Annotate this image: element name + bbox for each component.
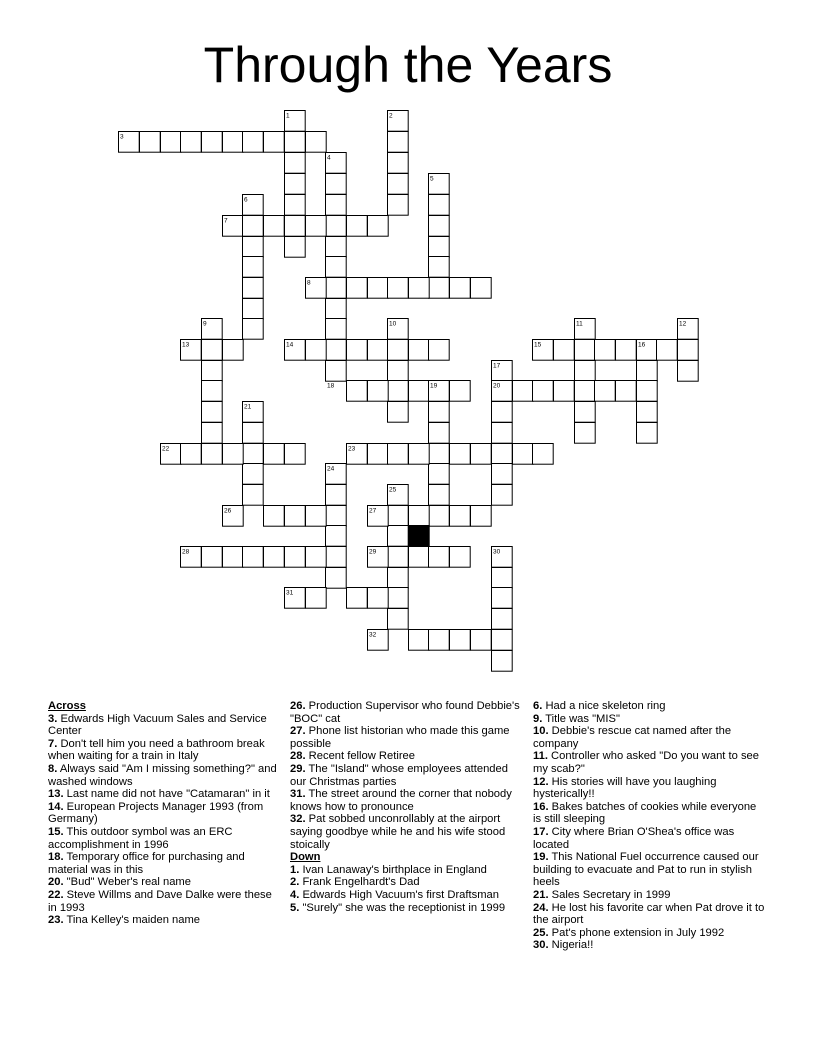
grid-cell[interactable] (429, 278, 450, 299)
cell-number: 5 (430, 175, 434, 183)
clue-text: He lost his favorite car when Pat drove it to the airport (533, 901, 765, 927)
clue-text: Always said "Am I missing something?" and washed windows (48, 762, 277, 788)
clue-text: City where Brian O'Shea's office was located (533, 825, 735, 851)
clue-text: Sales Secretary in 1999 (548, 888, 671, 901)
grid-cell[interactable] (575, 423, 596, 444)
cell-number: 23 (348, 445, 356, 453)
clues-column-1 (48, 700, 280, 927)
cell-number: 32 (369, 631, 377, 639)
clue-item (533, 750, 765, 775)
cell-number: 17 (493, 362, 501, 370)
clue-item (48, 801, 280, 826)
cell-number: 24 (327, 465, 335, 473)
cell-number: 2 (389, 112, 393, 120)
grid-cell[interactable] (223, 340, 244, 361)
clue-number: 9. (533, 712, 543, 725)
grid-cell[interactable] (306, 547, 327, 568)
clue-number: 10. (533, 725, 549, 738)
clue-text: Last name did not have "Catamaran" in it (63, 788, 270, 801)
clue-text: Ivan Lanaway's birthplace in England (299, 863, 487, 876)
grid-cell[interactable] (326, 299, 347, 320)
cell-number: 14 (286, 341, 294, 349)
grid-cell[interactable] (429, 340, 450, 361)
clue-text: "Bud" Weber's real name (63, 876, 191, 889)
cell-number: 11 (576, 320, 583, 328)
grid-cell[interactable] (637, 402, 658, 423)
clue-item (533, 725, 765, 750)
grid-cell[interactable] (575, 361, 596, 382)
grid-cell[interactable] (243, 132, 264, 153)
grid-cell[interactable] (595, 381, 616, 402)
clue-number: 28. (290, 750, 306, 763)
clue-number: 25. (533, 926, 549, 939)
clue-number: 12. (533, 775, 549, 788)
grid-cell[interactable] (388, 588, 409, 609)
clue-text: Tina Kelley's maiden name (63, 914, 201, 927)
grid-cell[interactable] (243, 423, 264, 444)
cell-number: 8 (307, 279, 311, 287)
grid-cell[interactable] (326, 257, 347, 278)
cell-number: 9 (203, 320, 207, 328)
cell-number: 12 (679, 320, 687, 328)
clue-item (533, 713, 765, 726)
grid-cell[interactable] (388, 340, 409, 361)
clue-number: 2. (290, 876, 300, 889)
grid-cell[interactable] (326, 237, 347, 258)
clue-number: 19. (533, 851, 549, 864)
grid-cell[interactable] (678, 361, 699, 382)
grid-cell[interactable] (243, 299, 264, 320)
cell-number: 3 (120, 133, 124, 141)
grid-cell[interactable] (450, 547, 471, 568)
cell-number: 25 (389, 486, 397, 494)
clue-text: European Projects Manager 1993 (from Germany) (48, 800, 264, 826)
clue-number: 16. (533, 800, 549, 813)
grid-cell[interactable] (533, 444, 554, 465)
clue-number: 23. (48, 914, 64, 927)
grid-cell[interactable] (388, 568, 409, 589)
clue-number: 5. (290, 901, 300, 914)
grid-cell[interactable] (429, 402, 450, 423)
grid-cell[interactable] (388, 153, 409, 174)
grid-cell[interactable] (140, 132, 161, 153)
grid-cell[interactable] (285, 547, 306, 568)
clue-item (48, 851, 280, 876)
grid-cell[interactable] (492, 630, 513, 651)
clue-text: The "Island" whose employees attended our Christmas parties (290, 762, 508, 788)
grid-cell[interactable] (306, 216, 327, 237)
clue-item (533, 939, 765, 952)
clue-item (48, 713, 280, 738)
grid-cell[interactable] (409, 630, 430, 651)
grid-cell[interactable] (388, 174, 409, 195)
clue-number: 11. (533, 750, 548, 763)
grid-cell[interactable] (285, 174, 306, 195)
grid-cell[interactable] (223, 547, 244, 568)
grid-cell[interactable] (347, 278, 368, 299)
grid-cell[interactable] (471, 444, 492, 465)
clue-item (48, 876, 280, 889)
grid-cell[interactable] (368, 444, 389, 465)
grid-cell[interactable] (326, 195, 347, 216)
clues-column-2 (290, 700, 522, 914)
grid-cell[interactable] (326, 506, 347, 527)
grid-cell[interactable] (223, 444, 244, 465)
grid-cell[interactable] (368, 381, 389, 402)
clue-number: 31. (290, 788, 306, 801)
clue-item (290, 902, 522, 915)
grid-cell[interactable] (347, 216, 368, 237)
clue-text: Bakes batches of cookies while everyone is still sleeping (533, 800, 757, 826)
grid-cell[interactable] (243, 278, 264, 299)
grid-cell[interactable] (202, 423, 223, 444)
grid-cell[interactable] (264, 216, 285, 237)
grid-cell[interactable] (533, 381, 554, 402)
grid-cell[interactable] (202, 547, 223, 568)
grid-cell[interactable] (243, 464, 264, 485)
clue-text: Frank Engelhardt's Dad (299, 876, 420, 889)
grid-cell[interactable] (492, 464, 513, 485)
clue-item (533, 927, 765, 940)
clue-number: 30. (533, 939, 549, 952)
cell-number: 22 (162, 445, 170, 453)
grid-cell[interactable] (492, 423, 513, 444)
clue-number: 27. (290, 725, 306, 738)
grid-cell[interactable] (388, 195, 409, 216)
grid-cell[interactable] (347, 588, 368, 609)
clue-number: 4. (290, 888, 300, 901)
grid-block (409, 526, 430, 547)
grid-cell[interactable] (264, 132, 285, 153)
cell-number: 18 (327, 382, 335, 390)
grid-cell[interactable] (306, 588, 327, 609)
cell-number: 1 (286, 112, 290, 120)
grid-cell[interactable] (595, 340, 616, 361)
grid-cell[interactable] (388, 132, 409, 153)
cell-number: 29 (369, 548, 377, 556)
cell-number: 10 (389, 320, 397, 328)
clue-number: 1. (290, 863, 300, 876)
clue-item (290, 864, 522, 877)
grid-cell[interactable] (429, 257, 450, 278)
clue-number: 24. (533, 901, 549, 914)
clue-number: 7. (48, 737, 58, 750)
clue-number: 8. (48, 762, 58, 775)
grid-cell[interactable] (202, 402, 223, 423)
clue-number: 22. (48, 888, 64, 901)
clue-text: Edwards High Vacuum's first Draftsman (299, 888, 499, 901)
grid-cell[interactable] (554, 381, 575, 402)
clue-text: This outdoor symbol was an ERC accomplishment in 1996 (48, 825, 233, 851)
clue-text: Don't tell him you need a bathroom break when waiting for a train in Italy (48, 737, 265, 763)
grid-cell[interactable] (388, 609, 409, 630)
grid-cell[interactable] (554, 340, 575, 361)
cell-number: 19 (430, 382, 438, 390)
grid-cell[interactable] (285, 444, 306, 465)
grid-cell[interactable] (388, 402, 409, 423)
clue-item (290, 725, 522, 750)
clue-text: "Surely" she was the receptionist in 1999 (299, 901, 506, 914)
clue-text: This National Fuel occurrence caused our building to evacuate and Pat to run in stylish heels (533, 851, 759, 889)
clue-item (533, 889, 765, 902)
grid-cell[interactable] (429, 485, 450, 506)
grid-cell[interactable] (429, 237, 450, 258)
clue-item (48, 826, 280, 851)
clue-number: 20. (48, 876, 64, 889)
grid-cell[interactable] (326, 526, 347, 547)
grid-cell[interactable] (285, 195, 306, 216)
grid-cell[interactable] (492, 609, 513, 630)
grid-cell[interactable] (429, 506, 450, 527)
cell-number: 27 (369, 507, 377, 515)
grid-cell[interactable] (575, 402, 596, 423)
grid-cell[interactable] (285, 132, 306, 153)
clue-number: 17. (533, 825, 549, 838)
grid-cell[interactable] (409, 444, 430, 465)
grid-cell[interactable] (409, 506, 430, 527)
grid-cell[interactable] (326, 485, 347, 506)
grid-cell[interactable] (161, 132, 182, 153)
grid-cell[interactable] (202, 444, 223, 465)
grid-cell[interactable] (243, 485, 264, 506)
puzzle-title: Through the Years (203, 37, 613, 93)
clue-item (290, 889, 522, 902)
grid-cell[interactable] (388, 381, 409, 402)
grid-cell[interactable] (368, 588, 389, 609)
clue-text: Steve Willms and Dave Dalke were these in 1993 (48, 888, 272, 914)
grid-cell[interactable] (368, 278, 389, 299)
grid-cell[interactable] (450, 444, 471, 465)
grid-cell[interactable] (471, 630, 492, 651)
grid-cell[interactable] (513, 381, 534, 402)
grid-cell[interactable] (285, 506, 306, 527)
cell-number: 7 (224, 217, 228, 225)
clue-number: 26. (290, 700, 306, 712)
clue-number: 15. (48, 825, 64, 838)
cell-number: 31 (286, 589, 294, 597)
cell-number: 4 (327, 154, 331, 162)
grid-cell[interactable] (657, 340, 678, 361)
clue-text: Edwards High Vacuum Sales and Service Center (48, 712, 267, 738)
clue-text: Debbie's rescue cat named after the company (533, 725, 732, 750)
grid-cell[interactable] (306, 340, 327, 361)
clue-number: 6. (533, 700, 543, 712)
grid-cell[interactable] (326, 174, 347, 195)
clue-number: 3. (48, 712, 58, 725)
grid-cell[interactable] (492, 651, 513, 672)
grid-cell[interactable] (450, 278, 471, 299)
cell-number: 6 (244, 196, 248, 204)
clue-text: The street around the corner that nobody knows how to pronounce (290, 788, 512, 813)
down-clue-list-2 (533, 700, 765, 952)
clue-item (48, 788, 280, 801)
grid-cell[interactable] (429, 630, 450, 651)
across-header: Across (48, 700, 86, 712)
grid-cell[interactable] (409, 381, 430, 402)
clue-item (48, 889, 280, 914)
clue-text: Production Supervisor who found Debbie's "BOC" cat (290, 700, 520, 725)
clue-item (533, 902, 765, 927)
cell-number: 13 (182, 341, 190, 349)
grid-cell[interactable] (429, 547, 450, 568)
grid-cell[interactable] (409, 340, 430, 361)
grid-cell[interactable] (285, 237, 306, 258)
down-clue-list-1 (290, 864, 522, 914)
grid-cell[interactable] (285, 153, 306, 174)
grid-cell[interactable] (492, 402, 513, 423)
grid-cell[interactable] (492, 444, 513, 465)
grid-cell[interactable] (513, 444, 534, 465)
grid-cell[interactable] (326, 568, 347, 589)
grid-cell[interactable] (616, 381, 637, 402)
clue-text: Nigeria!! (548, 939, 594, 952)
grid-cell[interactable] (326, 340, 347, 361)
grid-cell[interactable] (285, 216, 306, 237)
grid-cell[interactable] (409, 547, 430, 568)
cell-number: 26 (224, 507, 232, 515)
grid-cell[interactable] (243, 547, 264, 568)
grid-cell[interactable] (429, 444, 450, 465)
cell-number: 20 (493, 382, 501, 390)
cell-number: 21 (244, 403, 252, 411)
clue-text: Temporary office for purchasing and material was in this (48, 851, 245, 876)
clue-text: Controller who asked "Do you want to see my scab?" (533, 750, 759, 775)
grid-cell[interactable] (388, 361, 409, 382)
clue-item (533, 700, 765, 713)
grid-cell[interactable] (575, 381, 596, 402)
grid-cell[interactable] (181, 444, 202, 465)
grid-cell[interactable] (202, 361, 223, 382)
across-clue-list-1 (48, 713, 280, 927)
grid-cell[interactable] (450, 630, 471, 651)
clue-item (290, 750, 522, 763)
grid-cell[interactable] (243, 237, 264, 258)
grid-cell[interactable] (388, 506, 409, 527)
grid-cell[interactable] (471, 278, 492, 299)
grid-cell[interactable] (264, 506, 285, 527)
clue-number: 32. (290, 813, 306, 826)
clue-text: His stories will have you laughing hysterically!! (533, 775, 717, 801)
grid-cell[interactable] (637, 423, 658, 444)
clue-item (533, 801, 765, 826)
clue-number: 29. (290, 762, 306, 775)
cell-number: 16 (638, 341, 646, 349)
grid-cell[interactable] (429, 464, 450, 485)
clue-number: 21. (533, 888, 549, 901)
grid-cell[interactable] (202, 340, 223, 361)
grid-cell[interactable] (243, 216, 264, 237)
grid-cell[interactable] (202, 381, 223, 402)
clue-text: Pat sobbed unconrollably at the airport saying goodbye while he and his wife stood stoically (290, 813, 506, 851)
grid-cell[interactable] (388, 526, 409, 547)
grid-cell[interactable] (388, 278, 409, 299)
clue-item (290, 700, 522, 725)
clue-text: Pat's phone extension in July 1992 (548, 926, 725, 939)
grid-cell[interactable] (264, 547, 285, 568)
grid-cell[interactable] (326, 278, 347, 299)
grid-cell[interactable] (181, 132, 202, 153)
grid-cell[interactable] (678, 340, 699, 361)
clue-text: Phone list historian who made this game possible (290, 725, 510, 750)
grid-cell[interactable] (326, 361, 347, 382)
clue-number: 18. (48, 851, 64, 864)
cell-number: 30 (493, 548, 501, 556)
grid-cell[interactable] (409, 278, 430, 299)
grid-cell[interactable] (492, 588, 513, 609)
grid-cell[interactable] (347, 340, 368, 361)
grid-cell[interactable] (637, 361, 658, 382)
grid-cell[interactable] (429, 216, 450, 237)
clue-item (533, 851, 765, 889)
clue-number: 13. (48, 788, 64, 801)
clue-item (533, 776, 765, 801)
grid-cell[interactable] (326, 216, 347, 237)
across-clue-list-2 (290, 700, 522, 851)
grid-cell[interactable] (223, 132, 244, 153)
grid-cell[interactable] (388, 444, 409, 465)
clues-column-3 (533, 700, 765, 952)
clue-item (290, 813, 522, 851)
clue-number: 14. (48, 800, 64, 813)
grid-cell[interactable] (243, 319, 264, 340)
grid-cell[interactable] (450, 506, 471, 527)
clue-item (290, 763, 522, 788)
grid-cell[interactable] (306, 132, 327, 153)
grid-cell[interactable] (616, 340, 637, 361)
clue-text: Had a nice skeleton ring (542, 700, 666, 712)
clue-item (533, 826, 765, 851)
grid-cell[interactable] (202, 132, 223, 153)
cell-number: 15 (534, 341, 542, 349)
grid-cell[interactable] (637, 381, 658, 402)
grid-cell[interactable] (388, 547, 409, 568)
grid-cell[interactable] (243, 257, 264, 278)
grid-cell[interactable] (450, 381, 471, 402)
grid-cell[interactable] (575, 340, 596, 361)
clue-item (290, 876, 522, 889)
grid-cell[interactable] (347, 381, 368, 402)
grid-cell[interactable] (264, 444, 285, 465)
clue-text: Title was "MIS" (542, 712, 620, 725)
down-header: Down (290, 851, 321, 864)
grid-cell[interactable] (471, 506, 492, 527)
grid-cell[interactable] (243, 444, 264, 465)
grid-cell[interactable] (429, 195, 450, 216)
clue-item (48, 914, 280, 927)
clue-item (290, 788, 522, 813)
grid-cell[interactable] (326, 319, 347, 340)
grid-cell[interactable] (492, 485, 513, 506)
clue-text: Recent fellow Retiree (305, 750, 416, 763)
grid-cell[interactable] (368, 340, 389, 361)
cell-number: 28 (182, 548, 190, 556)
clue-item (48, 738, 280, 763)
grid-cell[interactable] (429, 423, 450, 444)
grid-cell[interactable] (492, 568, 513, 589)
grid-cell[interactable] (368, 216, 389, 237)
clue-item (48, 763, 280, 788)
grid-cell[interactable] (326, 547, 347, 568)
grid-cell[interactable] (306, 506, 327, 527)
